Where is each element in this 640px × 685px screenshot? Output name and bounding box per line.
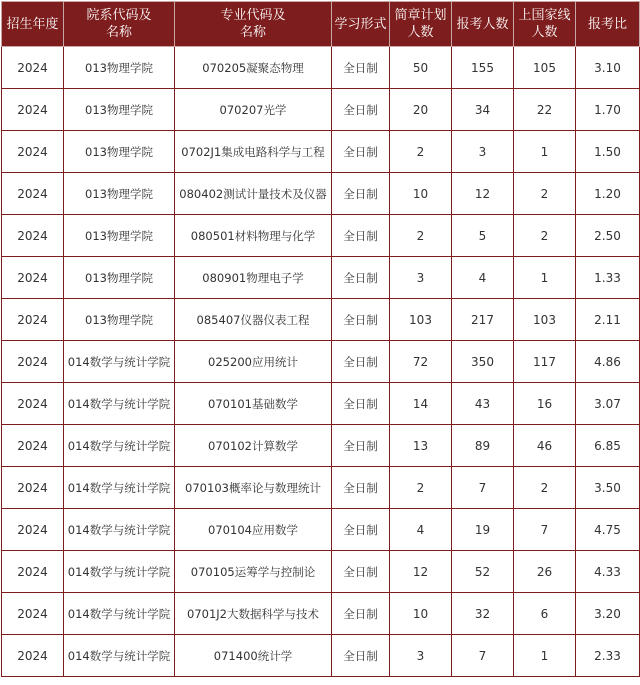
- cell-applicants: 52: [452, 551, 514, 593]
- cell-applicants: 7: [452, 467, 514, 509]
- cell-study-mode: 全日制: [332, 383, 390, 425]
- cell-enroll-year: 2024: [2, 341, 64, 383]
- cell-applicants: 7: [452, 635, 514, 677]
- cell-qualified: 46: [514, 425, 576, 467]
- cell-applicants: 32: [452, 593, 514, 635]
- cell-major: 070205凝聚态物理: [175, 47, 332, 89]
- cell-major: 071400统计学: [175, 635, 332, 677]
- cell-ratio: 1.33: [576, 257, 640, 299]
- cell-planned-quota: 2: [390, 131, 452, 173]
- cell-department: 013物理学院: [64, 131, 175, 173]
- cell-ratio: 2.11: [576, 299, 640, 341]
- cell-major: 070207光学: [175, 89, 332, 131]
- cell-department: 013物理学院: [64, 89, 175, 131]
- cell-qualified: 2: [514, 215, 576, 257]
- cell-planned-quota: 3: [390, 257, 452, 299]
- cell-qualified: 22: [514, 89, 576, 131]
- header-planned-quota: 简章计划 人数: [390, 2, 452, 47]
- cell-enroll-year: 2024: [2, 383, 64, 425]
- cell-ratio: 4.33: [576, 551, 640, 593]
- cell-study-mode: 全日制: [332, 215, 390, 257]
- cell-planned-quota: 10: [390, 593, 452, 635]
- table-row: [2, 173, 640, 215]
- cell-ratio: 1.50: [576, 131, 640, 173]
- cell-study-mode: 全日制: [332, 173, 390, 215]
- cell-qualified: 117: [514, 341, 576, 383]
- cell-enroll-year: 2024: [2, 299, 64, 341]
- cell-enroll-year: 2024: [2, 635, 64, 677]
- cell-ratio: 3.07: [576, 383, 640, 425]
- cell-qualified: 26: [514, 551, 576, 593]
- cell-major: 080501材料物理与化学: [175, 215, 332, 257]
- cell-applicants: 4: [452, 257, 514, 299]
- cell-ratio: 1.20: [576, 173, 640, 215]
- cell-applicants: 155: [452, 47, 514, 89]
- cell-department: 014数学与统计学院: [64, 383, 175, 425]
- cell-planned-quota: 12: [390, 551, 452, 593]
- cell-study-mode: 全日制: [332, 551, 390, 593]
- cell-planned-quota: 13: [390, 425, 452, 467]
- cell-major: 085407仪器仪表工程: [175, 299, 332, 341]
- table-row: [2, 131, 640, 173]
- cell-ratio: 2.33: [576, 635, 640, 677]
- header-applicants: 报考人数: [452, 2, 514, 47]
- table-row: [2, 47, 640, 89]
- cell-study-mode: 全日制: [332, 47, 390, 89]
- cell-major: 0701J2大数据科学与技术: [175, 593, 332, 635]
- cell-applicants: 217: [452, 299, 514, 341]
- cell-applicants: 19: [452, 509, 514, 551]
- cell-study-mode: 全日制: [332, 341, 390, 383]
- cell-planned-quota: 4: [390, 509, 452, 551]
- cell-qualified: 1: [514, 131, 576, 173]
- cell-enroll-year: 2024: [2, 593, 64, 635]
- cell-qualified: 103: [514, 299, 576, 341]
- cell-planned-quota: 2: [390, 467, 452, 509]
- cell-study-mode: 全日制: [332, 425, 390, 467]
- cell-applicants: 34: [452, 89, 514, 131]
- header-ratio: 报考比: [576, 2, 640, 47]
- cell-enroll-year: 2024: [2, 257, 64, 299]
- cell-major: 025200应用统计: [175, 341, 332, 383]
- cell-ratio: 3.20: [576, 593, 640, 635]
- cell-applicants: 3: [452, 131, 514, 173]
- cell-study-mode: 全日制: [332, 131, 390, 173]
- table-row: [2, 467, 640, 509]
- cell-ratio: 6.85: [576, 425, 640, 467]
- cell-ratio: 4.86: [576, 341, 640, 383]
- table-row: [2, 299, 640, 341]
- table-row: [2, 383, 640, 425]
- cell-major: 0702J1集成电路科学与工程: [175, 131, 332, 173]
- cell-department: 014数学与统计学院: [64, 635, 175, 677]
- cell-study-mode: 全日制: [332, 509, 390, 551]
- cell-planned-quota: 14: [390, 383, 452, 425]
- cell-enroll-year: 2024: [2, 131, 64, 173]
- cell-major: 080901物理电子学: [175, 257, 332, 299]
- cell-department: 013物理学院: [64, 215, 175, 257]
- cell-major: 070101基础数学: [175, 383, 332, 425]
- cell-major: 070103概率论与数理统计: [175, 467, 332, 509]
- header-row: [2, 2, 640, 47]
- cell-applicants: 12: [452, 173, 514, 215]
- cell-enroll-year: 2024: [2, 509, 64, 551]
- cell-study-mode: 全日制: [332, 89, 390, 131]
- cell-department: 013物理学院: [64, 299, 175, 341]
- cell-planned-quota: 3: [390, 635, 452, 677]
- table-row: [2, 635, 640, 677]
- table-row: [2, 551, 640, 593]
- cell-enroll-year: 2024: [2, 89, 64, 131]
- cell-enroll-year: 2024: [2, 467, 64, 509]
- table-row: [2, 341, 640, 383]
- cell-study-mode: 全日制: [332, 635, 390, 677]
- cell-qualified: 16: [514, 383, 576, 425]
- cell-department: 014数学与统计学院: [64, 551, 175, 593]
- cell-qualified: 1: [514, 635, 576, 677]
- cell-study-mode: 全日制: [332, 257, 390, 299]
- header-qualified: 上国家线 人数: [514, 2, 576, 47]
- cell-ratio: 3.10: [576, 47, 640, 89]
- cell-ratio: 4.75: [576, 509, 640, 551]
- cell-planned-quota: 72: [390, 341, 452, 383]
- cell-planned-quota: 50: [390, 47, 452, 89]
- cell-applicants: 89: [452, 425, 514, 467]
- table-row: [2, 593, 640, 635]
- cell-qualified: 1: [514, 257, 576, 299]
- cell-ratio: 2.50: [576, 215, 640, 257]
- cell-planned-quota: 10: [390, 173, 452, 215]
- admissions-table: [1, 1, 640, 677]
- cell-study-mode: 全日制: [332, 299, 390, 341]
- cell-ratio: 3.50: [576, 467, 640, 509]
- cell-qualified: 2: [514, 173, 576, 215]
- table-row: [2, 257, 640, 299]
- header-enroll-year: 招生年度: [2, 2, 64, 47]
- cell-ratio: 1.70: [576, 89, 640, 131]
- table-row: [2, 425, 640, 467]
- cell-applicants: 350: [452, 341, 514, 383]
- cell-qualified: 105: [514, 47, 576, 89]
- header-study-mode: 学习形式: [332, 2, 390, 47]
- cell-department: 013物理学院: [64, 47, 175, 89]
- cell-department: 014数学与统计学院: [64, 467, 175, 509]
- cell-planned-quota: 2: [390, 215, 452, 257]
- header-department: 院系代码及 名称: [64, 2, 175, 47]
- table-row: [2, 509, 640, 551]
- cell-enroll-year: 2024: [2, 173, 64, 215]
- cell-study-mode: 全日制: [332, 593, 390, 635]
- cell-enroll-year: 2024: [2, 551, 64, 593]
- header-major: 专业代码及 名称: [175, 2, 332, 47]
- cell-major: 070102计算数学: [175, 425, 332, 467]
- cell-qualified: 2: [514, 467, 576, 509]
- cell-department: 014数学与统计学院: [64, 341, 175, 383]
- table-body: [2, 47, 640, 677]
- cell-enroll-year: 2024: [2, 425, 64, 467]
- cell-department: 013物理学院: [64, 173, 175, 215]
- cell-major: 070105运筹学与控制论: [175, 551, 332, 593]
- table-row: [2, 215, 640, 257]
- cell-qualified: 6: [514, 593, 576, 635]
- cell-enroll-year: 2024: [2, 215, 64, 257]
- cell-applicants: 5: [452, 215, 514, 257]
- cell-planned-quota: 20: [390, 89, 452, 131]
- cell-planned-quota: 103: [390, 299, 452, 341]
- cell-enroll-year: 2024: [2, 47, 64, 89]
- cell-department: 013物理学院: [64, 257, 175, 299]
- cell-qualified: 7: [514, 509, 576, 551]
- cell-department: 014数学与统计学院: [64, 509, 175, 551]
- cell-department: 014数学与统计学院: [64, 593, 175, 635]
- cell-applicants: 43: [452, 383, 514, 425]
- table-row: [2, 89, 640, 131]
- cell-study-mode: 全日制: [332, 467, 390, 509]
- cell-department: 014数学与统计学院: [64, 425, 175, 467]
- cell-major: 080402测试计量技术及仪器: [175, 173, 332, 215]
- cell-major: 070104应用数学: [175, 509, 332, 551]
